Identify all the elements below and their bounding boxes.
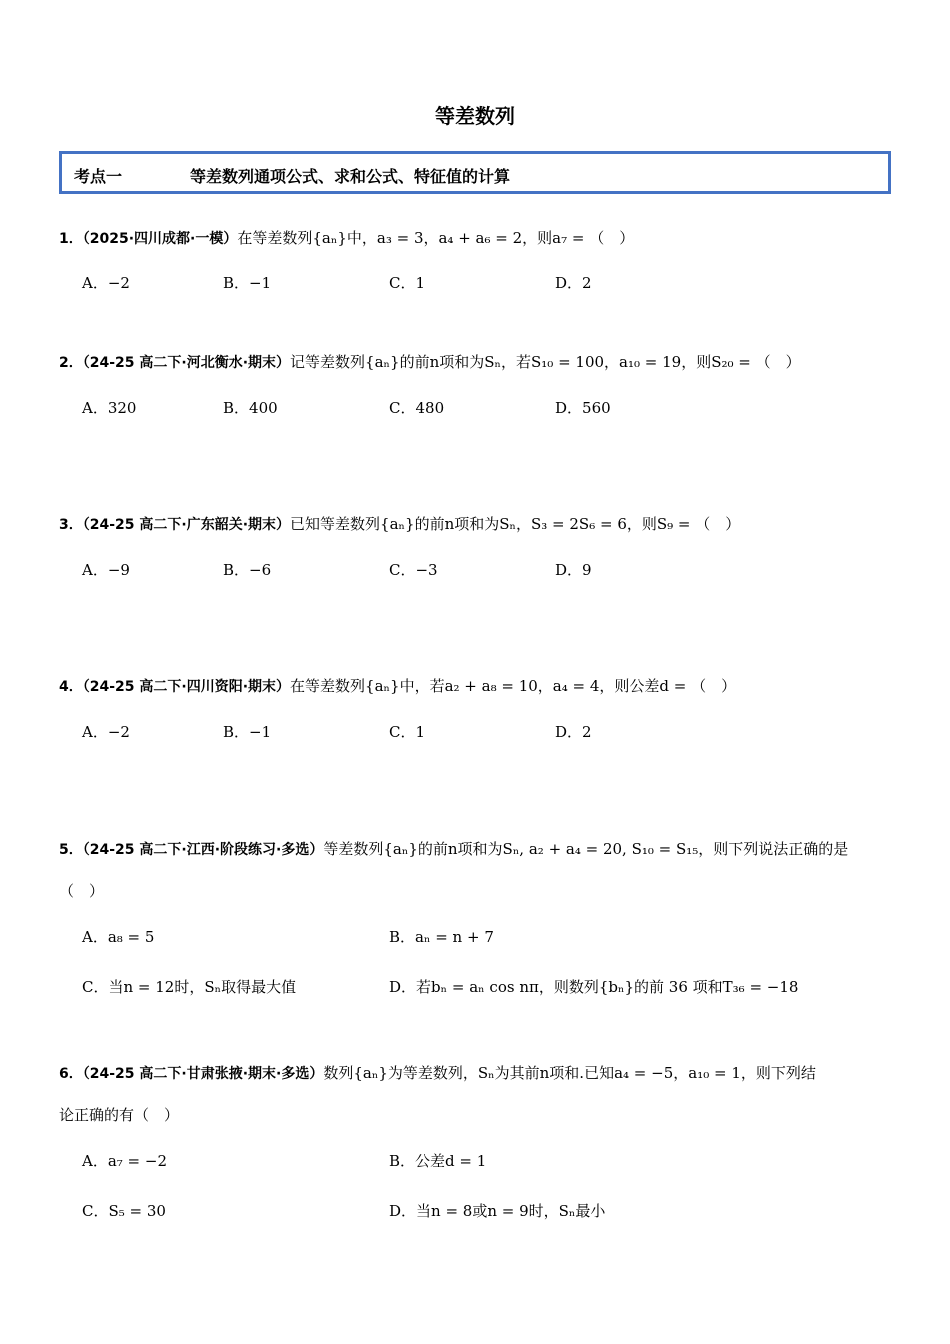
option-d: D．2: [555, 723, 592, 741]
option-c: C．当n = 12时，Sₙ取得最大值: [82, 978, 297, 996]
question-number: 5．: [59, 842, 83, 858]
option-b: B．公差d = 1: [389, 1152, 487, 1170]
question-number: 3．: [59, 517, 83, 533]
question-text: 数列{aₙ}为等差数列，Sₙ为其前n项和.已知a₄ = −5，a₁₀ = 1，则下列结: [323, 1064, 816, 1082]
question-number: 1．: [59, 231, 83, 247]
question-source: （24-25 高二下·甘肃张掖·期末·多选）: [82, 1066, 324, 1082]
option-c: C．S₅ = 30: [82, 1202, 166, 1220]
option-d: D．当n = 8或n = 9时，Sₙ最小: [389, 1202, 606, 1220]
option-d: D．9: [555, 561, 592, 579]
question-text: 在等差数列{aₙ}中，若a₂ + a₈ = 10，a₄ = 4，则公差d = （ ）: [290, 677, 737, 695]
question-4: [59, 676, 894, 697]
option-a: A．−9: [82, 561, 130, 579]
page-title: 等差数列: [435, 104, 515, 128]
question-text-continued: 论正确的有（ ）: [59, 1106, 180, 1124]
option-c: C．1: [389, 274, 426, 292]
option-b: B．−1: [223, 274, 272, 292]
question-1: [59, 228, 894, 249]
option-d: D．若bₙ = aₙ cos nπ，则数列{bₙ}的前 36 项和T₃₆ = −18: [389, 978, 799, 996]
question-source: （24-25 高二下·四川资阳·期末）: [82, 679, 291, 695]
question-text-continued: （ ）: [59, 882, 105, 900]
question-text: 在等差数列{aₙ}中，a₃ = 3，a₄ + a₆ = 2，则a₇ = （ ）: [237, 229, 635, 247]
question-6: [59, 1063, 894, 1124]
section-label: 考点一: [74, 167, 123, 186]
question-text: 等差数列{aₙ}的前n项和为Sₙ, a₂ + a₄ = 20, S₁₀ = S₁₅，则下列说法正确的是: [323, 840, 849, 858]
question-3: [59, 514, 894, 535]
option-a: A．a₈ = 5: [82, 928, 155, 946]
option-a: A．−2: [82, 274, 130, 292]
question-text: 已知等差数列{aₙ}的前n项和为Sₙ，S₃ = 2S₆ = 6，则S₉ = （ ）: [290, 515, 741, 533]
option-a: A．−2: [82, 723, 130, 741]
option-c: C．−3: [389, 561, 438, 579]
option-b: B．−6: [223, 561, 272, 579]
question-source: （24-25 高二下·河北衡水·期末）: [82, 355, 291, 371]
question-source: （2025·四川成都·一模）: [82, 231, 238, 247]
option-c: C．1: [389, 723, 426, 741]
question-text: 记等差数列{aₙ}的前n项和为Sₙ，若S₁₀ = 100，a₁₀ = 19，则S₂₀ = （ ）: [290, 353, 801, 371]
option-b: B．400: [223, 399, 278, 417]
option-c: C．480: [389, 399, 445, 417]
question-source: （24-25 高二下·广东韶关·期末）: [82, 517, 291, 533]
option-d: D．2: [555, 274, 592, 292]
question-number: 4．: [59, 679, 83, 695]
option-a: A．a₇ = −2: [82, 1152, 168, 1170]
question-number: 2．: [59, 355, 83, 371]
question-source: （24-25 高二下·江西·阶段练习·多选）: [82, 842, 324, 858]
question-number: 6．: [59, 1066, 83, 1082]
option-b: B．aₙ = n + 7: [389, 928, 494, 946]
section-title: 等差数列通项公式、求和公式、特征值的计算: [190, 167, 511, 186]
question-2: [59, 352, 894, 373]
option-d: D．560: [555, 399, 611, 417]
section-header: [59, 151, 891, 194]
option-a: A．320: [82, 399, 137, 417]
option-b: B．−1: [223, 723, 272, 741]
question-5: [59, 839, 894, 900]
